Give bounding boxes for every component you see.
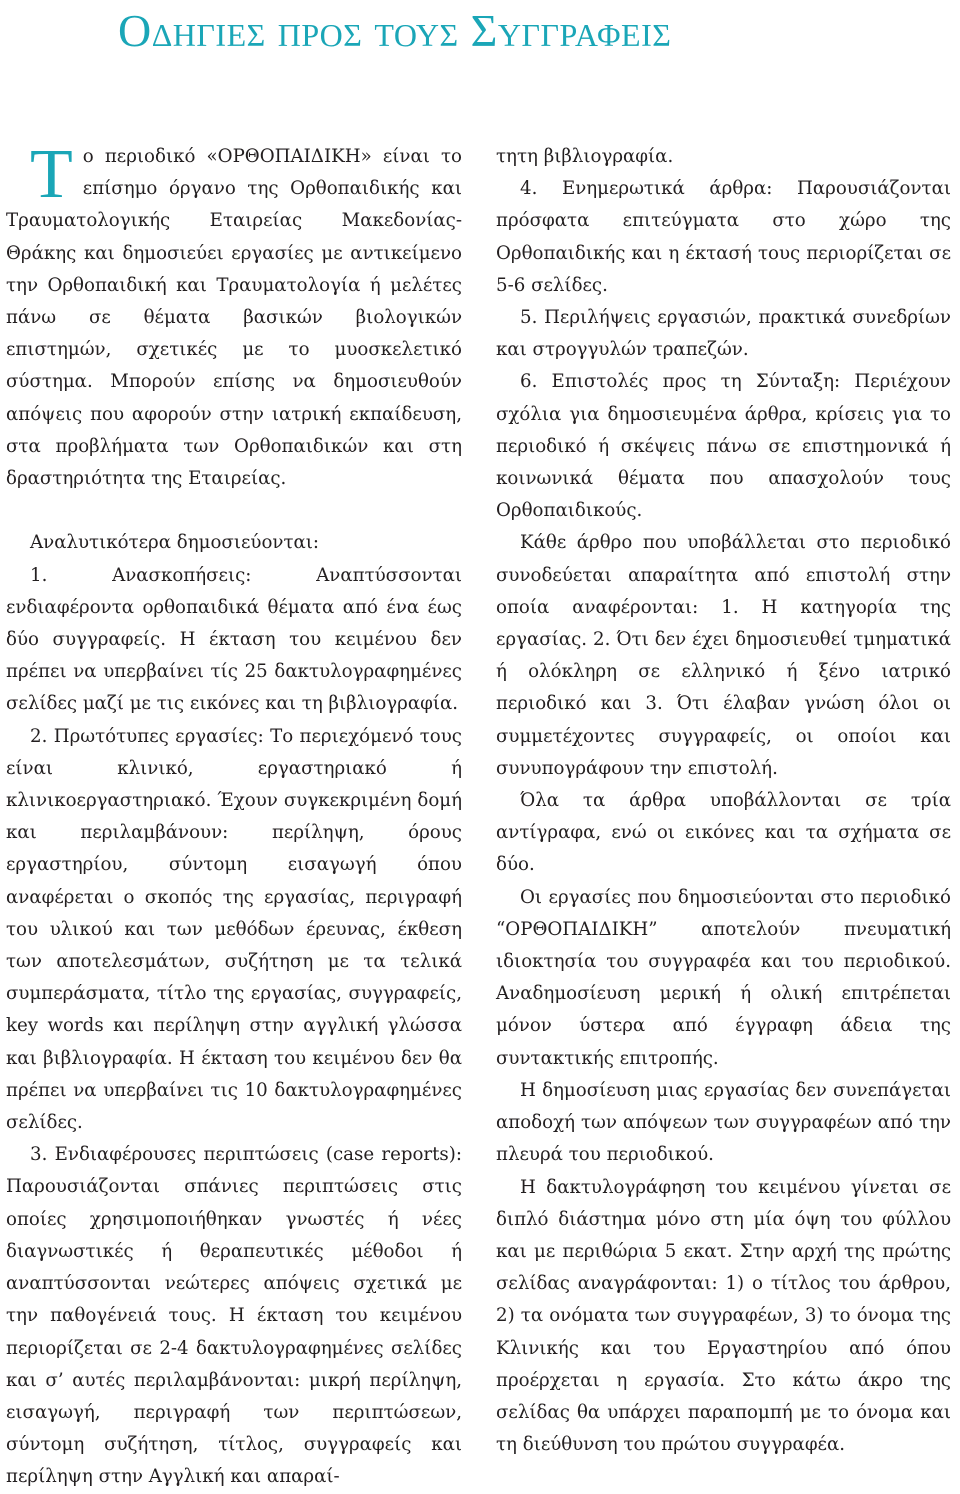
drop-cap: Τ — [30, 136, 73, 213]
item-abstracts: 5. Περιλήψεις εργασιών, πρακτικά συνεδρίων και στρογγυλών τραπεζών. — [496, 307, 951, 361]
submission-letter-paragraph: Κάθε άρθρο που υποβάλλεται στο περιοδικό συνοδεύεται απαραίτητα από επιστολή στην οποία αναφέρονται: 1. Η κατηγορία της εργασίας. 2. Ότι δεν έχει δημοσιευθεί τμηματικά ή ολόκληρη σε ελληνικό ή ξένο ιατρικό περιοδικό και 3. Ότι έλαβαν γνώση όλοι οι συμμετέχοντες συγγραφείς, οι οποίοι και συνυπογράφουν την επιστολή. — [496, 532, 951, 779]
item-original-papers: 2. Πρωτότυπες εργασίες: Το περιεχόμενό τους είναι κλινικό, εργαστηριακό ή κλινικοεργαστηριακό. Έχουν συγκεκριμένη δομή και περιλαμβάνουν: περίληψη, όρους εργαστηρίου, σύντομη εισαγωγή όπου αναφέρεται ο σκοπός της εργασίας, περιγραφή του υλικού και των μεθόδων έρευνας, έκθεση των αποτελεσμάτων, συζήτηση με τα τελικά συμπεράσματα, τίτλο της εργασίας, συγγραφείς, key words και περίληψη στην αγγλική γλώσσα και βιβλιογραφία. Η έκταση του κειμένου δεν θα πρέπει να υπερβαίνει τις 10 δακτυλογραφημένες σελίδες. — [6, 725, 462, 1134]
intro-text: ο περιοδικό «ΟΡΘΟΠΑΙΔΙΚΗ» είναι το επίσημο όργανο της Ορθοπαιδικής και Τραυματολογικής Εταιρείας Μακεδονίας-Θράκης και δημοσιεύει εργασίες με αντικείμενο την Ορθοπαιδική και Τραυματολογία ή μελέτες πάνω σε θέματα βασικών βιολογικών επιστημών, σχετικές με το μυοσκελετικό σύστημα. Μπορούν επίσης να δημοσιευθούν απόψεις που αφορούν στην ιατρική εκπαίδευση, στα προβλήματα των Ορθοπαιδικών και στη δραστηριότητα της Εταιρείας. — [6, 146, 462, 490]
right-column — [496, 141, 951, 1461]
item-letters: 6. Επιστολές προς τη Σύνταξη: Περιέχουν σχόλια για δημοσιευμένα άρθρα, κρίσεις για το περιοδικό ή σκέψεις πάνω σε επιστημονικά ή κοινωνικά θέματα που απασχολούν τους Ορθοπαιδικούς. — [496, 371, 951, 522]
item-reviews: 1. Ανασκοπήσεις: Αναπτύσσονται ενδιαφέροντα ορθοπαιδικά θέματα από ένα έως δύο συγγραφείς. Η έκταση του κειμένου δεν πρέπει να υπερβαίνει τίς 25 δακτυλογραφημένες σελίδες μαζί με τις εικόνες και τη βιβλιογραφία. — [6, 564, 462, 715]
copies-paragraph: Όλα τα άρθρα υποβάλλονται σε τρία αντίγραφα, ενώ οι εικόνες και τα σχήματα σε δύο. — [496, 790, 951, 876]
page-title: Οδηγιες προς τους Συγγραφεις — [118, 5, 672, 56]
paragraph-spacer — [6, 495, 462, 527]
item-informative-articles: 4. Ενημερωτικά άρθρα: Παρουσιάζονται πρόσφατα επιτεύγματα στο χώρο της Ορθοπαιδικής και η έκτασή τους περιορίζεται σε 5-6 σελίδες. — [496, 178, 951, 296]
typing-instructions-paragraph: Η δακτυλογράφηση του κειμένου γίνεται σε διπλό διάστημα μόνο στη μία όψη του φύλλου και με περιθώρια 5 εκατ. Στην αρχή της πρώτης σελίδας αναγράφονται: 1) ο τίτλος του άρθρου, 2) τα ονόματα των συγγραφέων, 3) το όνομα της Κλινικής και του Εργαστηρίου από όπου προέρχεται η εργασία. Στο κάτω άκρο της σελίδας θα υπάρχει παραπομπή με το όνομα και τη διεύθυνση του πρώτου συγγραφέα. — [496, 1176, 951, 1456]
intro-paragraph — [6, 136, 462, 495]
item-case-reports: 3. Ενδιαφέρουσες περιπτώσεις (case reports): Παρουσιάζονται σπάνιες περιπτώσεις στις οποίες χρησιμοποιήθηκαν γνωστές ή νέες διαγνωστικές ή θεραπευτικές μέθοδοι ή αναπτύσσονται νεώτερες απόψεις σχετικά με την παθογένειά τους. Η έκταση του κειμένου περιορίζεται σε 2-4 δακτυλογραφημένες σελίδες και σ’ αυτές περιλαμβάνονται: μικρή περίληψη, εισαγωγή, περιγραφή των περιπτώσεων, σύντομη συζήτηση, τίτλος, συγγραφείς και περίληψη στην Αγγλική και απαραί- — [6, 1144, 462, 1488]
case-reports-continuation: τητη βιβλιογραφία. — [496, 146, 674, 167]
left-column — [6, 136, 462, 1494]
disclaimer-paragraph: Η δημοσίευση μιας εργασίας δεν συνεπάγεται αποδοχή των απόψεων των συγγραφέων από την πλευρά του περιοδικού. — [496, 1079, 951, 1166]
copyright-paragraph: Οι εργασίες που δημοσιεύονται στο περιοδικό “ΟΡΘΟΠΑΙΔΙΚΗ” αποτελούν πνευματική ιδιοκτησία του συγγραφέα και του περιοδικού. Αναδημοσίευση μερική ή ολική επιτρέπεται μόνον ύστερα από έγγραφη άδεια της συντακτικής επιτροπής. — [496, 886, 951, 1069]
published-heading: Αναλυτικότερα δημοσιεύονται: — [30, 532, 320, 554]
